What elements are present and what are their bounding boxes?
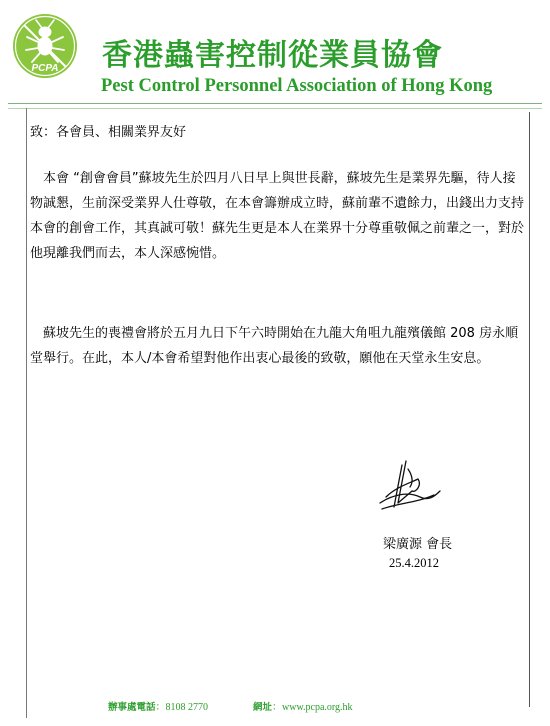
page-frame-right [529, 112, 530, 707]
page-frame-left [26, 108, 27, 718]
website-label: 網址 [253, 702, 273, 713]
paragraph-line: 他現離我們而去，本人深感惋惜。 [30, 246, 226, 261]
pcpa-logo [12, 13, 78, 79]
footer-phone [108, 698, 208, 713]
phone-label: 辦事處電話 [108, 702, 156, 713]
paragraph-line: 本會 “創會會員”蘇坡先生於四月八日早上與世長辭，蘇坡先生是業界先驅，待人接 [43, 171, 516, 186]
paragraph-line: 物誠懇，生前深受業界人仕尊敬，在本會籌辦成立時，蘇前輩不遺餘力，出錢出力支持 [30, 196, 525, 211]
paragraph-line: 堂舉行。在此，本人/本會希望對他作出衷心最後的致敬，願他在天堂永生安息。 [30, 351, 490, 366]
salutation: 致：各會員、相關業界友好 [30, 125, 187, 140]
association-title-chinese: 香港蟲害控制從業員協會 [102, 38, 443, 73]
phone-value: ：8108 2770 [155, 702, 209, 713]
paragraph-line: 本會的創會工作，其真誠可敬！蘇先生更是本人在業界十分尊重敬佩之前輩之一，對於 [30, 221, 525, 236]
letter-paragraph-2 [30, 321, 526, 371]
letter-date: 25.4.2012 [389, 556, 439, 570]
letter-paragraph-1 [30, 166, 526, 266]
website-value[interactable]: ：www.pcpa.org.hk [272, 702, 353, 713]
association-title-english: Pest Control Personnel Association of Hong Kong [101, 76, 493, 96]
paragraph-line: 蘇坡先生的喪禮會將於五月九日下午六時開始在九龍大角咀九龍殯儀館 208 房永順 [43, 326, 519, 341]
handwritten-signature [372, 457, 444, 521]
logo-text: PCPA [31, 63, 59, 74]
signer-name: 梁廣源 會長 [383, 537, 453, 552]
header-divider-secondary [8, 108, 542, 109]
footer-website [253, 698, 353, 713]
header-divider [8, 103, 542, 104]
